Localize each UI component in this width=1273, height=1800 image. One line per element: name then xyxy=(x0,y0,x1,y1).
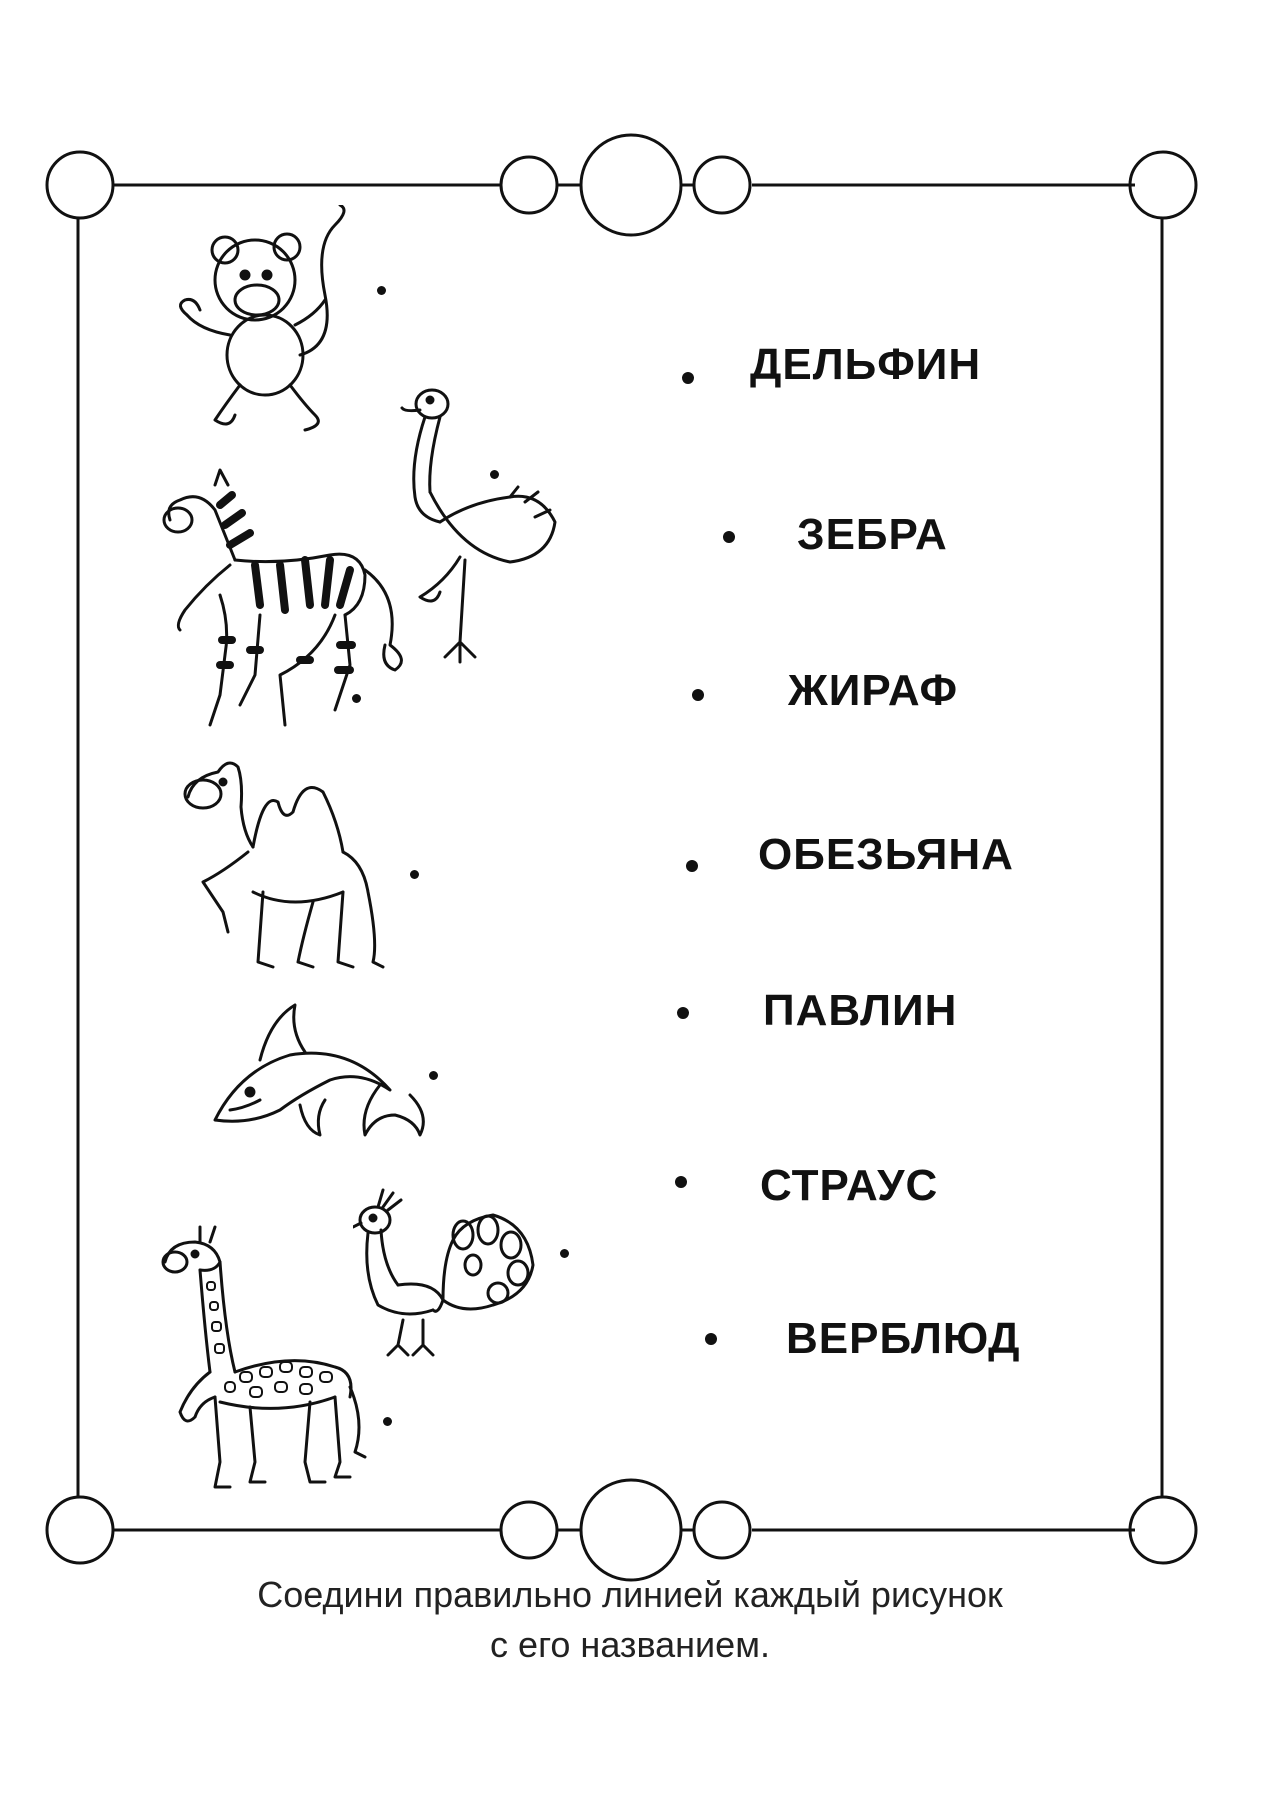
word-giraffe: ЖИРАФ xyxy=(788,666,959,715)
monkey-icon xyxy=(175,205,375,440)
word-dot-ostrich[interactable] xyxy=(675,1176,687,1188)
word-dot-peacock[interactable] xyxy=(677,1007,689,1019)
instructions-line-1: Соедини правильно линией каждый рисунок xyxy=(257,1574,1003,1615)
ostrich-icon xyxy=(400,382,560,677)
word-peacock: ПАВЛИН xyxy=(763,986,958,1035)
dolphin-dot[interactable] xyxy=(429,1071,438,1080)
word-dot-monkey[interactable] xyxy=(686,860,698,872)
instructions xyxy=(130,1570,1130,1670)
peacock-icon xyxy=(353,1185,548,1360)
ostrich-dot[interactable] xyxy=(490,470,499,479)
word-dolphin: ДЕЛЬФИН xyxy=(750,340,982,389)
word-dot-dolphin[interactable] xyxy=(682,372,694,384)
giraffe-icon xyxy=(160,1222,380,1502)
word-dot-giraffe[interactable] xyxy=(692,689,704,701)
camel-dot[interactable] xyxy=(410,870,419,879)
word-monkey: ОБЕЗЬЯНА xyxy=(758,830,1014,879)
monkey-dot[interactable] xyxy=(377,286,386,295)
instructions-line-2: с его названием. xyxy=(490,1624,770,1665)
dolphin-icon xyxy=(210,1000,435,1155)
word-dot-zebra[interactable] xyxy=(723,531,735,543)
zebra-icon xyxy=(160,465,415,735)
word-dot-camel[interactable] xyxy=(705,1333,717,1345)
word-camel: ВЕРБЛЮД xyxy=(786,1314,1021,1363)
peacock-dot[interactable] xyxy=(560,1249,569,1258)
zebra-dot[interactable] xyxy=(352,694,361,703)
word-zebra: ЗЕБРА xyxy=(797,510,948,559)
camel-icon xyxy=(183,752,433,987)
word-ostrich: СТРАУС xyxy=(760,1161,939,1210)
giraffe-dot[interactable] xyxy=(383,1417,392,1426)
